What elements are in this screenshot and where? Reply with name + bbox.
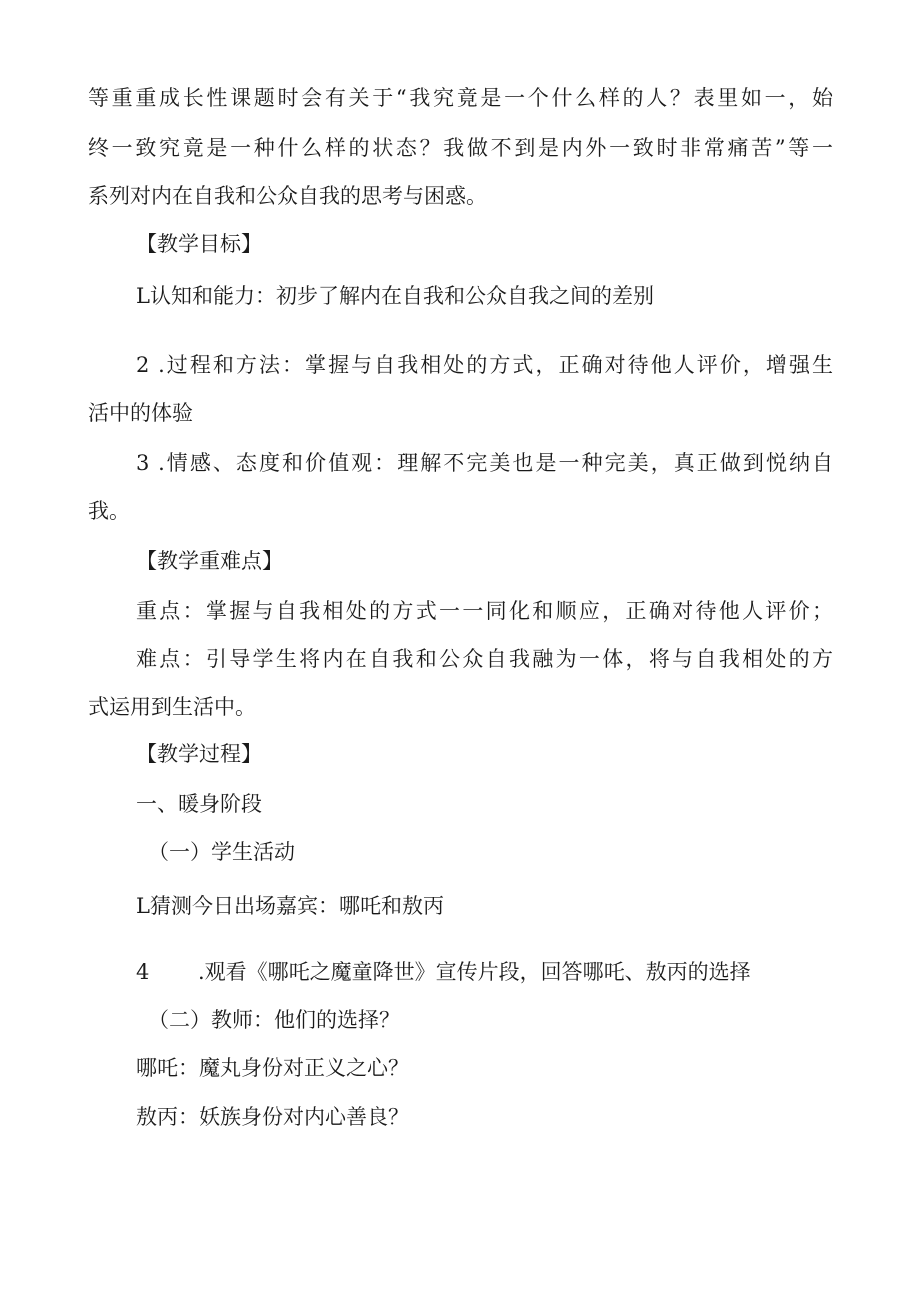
objective-item-1: L认知和能力：初步了解内在自我和公众自我之间的差别 [136, 284, 654, 308]
objective-item-2: 2 .过程和方法：掌握与自我相处的方式，正确对待他人评价，增强生 [136, 353, 833, 377]
process-step-1: L猜测今日出场嘉宾：哪吒和敖丙 [136, 894, 444, 918]
objective-item-3-continued: 我。 [88, 499, 130, 523]
key-point-focus: 重点：掌握与自我相处的方式一一同化和顺应，正确对待他人评价； [136, 599, 833, 623]
answer-nezha: 哪吒：魔丸身份对正义之心？ [136, 1056, 409, 1080]
section-heading-process: 【教学过程】 [136, 742, 262, 766]
intro-paragraph-line: 系列对内在自我和公众自我的思考与困惑。 [88, 184, 487, 208]
process-step-2-number: 4 [136, 960, 150, 984]
section-heading-objectives: 【教学目标】 [136, 232, 262, 256]
key-point-difficulty: 难点：引导学生将内在自我和公众自我融为一体，将与自我相处的方 [136, 647, 833, 671]
process-subsection-student: （一）学生活动 [148, 840, 295, 864]
process-stage-title: 一、暖身阶段 [136, 792, 262, 816]
answer-aobing: 敖丙：妖族身份对内心善良？ [136, 1105, 409, 1129]
key-point-difficulty-continued: 式运用到生活中。 [88, 695, 256, 719]
process-step-2: .观看《哪吒之魔童降世》宣传片段，回答哪吒、敖丙的选择 [198, 960, 751, 984]
intro-paragraph-line: 等重重成长性课题时会有关于“我究竟是一个什么样的人？表里如一，始 [88, 86, 833, 110]
objective-item-2-continued: 活中的体验 [88, 401, 193, 425]
process-subsection-teacher: （二）教师：他们的选择？ [148, 1008, 400, 1032]
intro-paragraph-line: 终一致究竟是一种什么样的状态？我做不到是内外一致时非常痛苦”等一 [88, 136, 833, 160]
objective-item-3: 3 .情感、态度和价值观：理解不完美也是一种完美，真正做到悦纳自 [136, 451, 833, 475]
section-heading-key-points: 【教学重难点】 [136, 549, 283, 573]
